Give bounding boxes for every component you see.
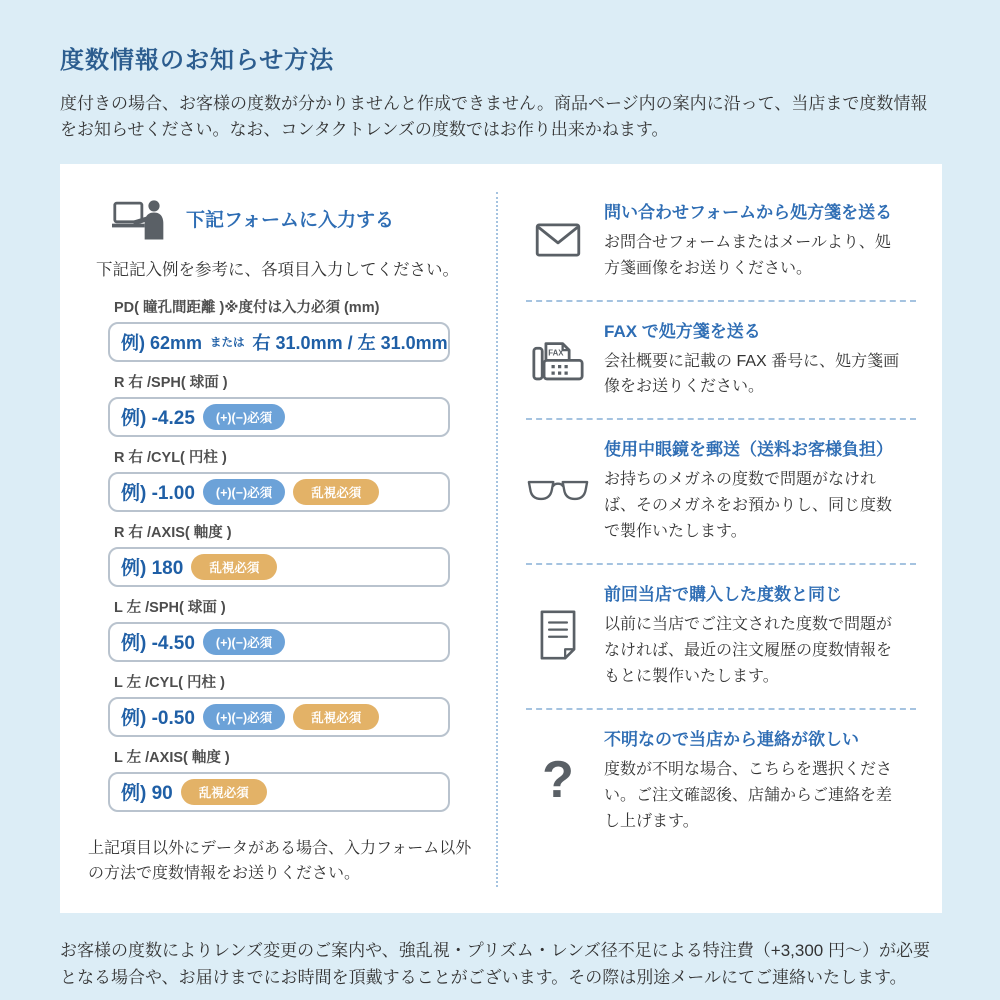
method-mail-glasses <box>526 420 916 565</box>
form-column <box>80 192 498 887</box>
method-title: 不明なので当店から連絡が欲しい <box>604 729 859 749</box>
fax-icon <box>526 336 590 381</box>
field-example-box <box>108 322 450 362</box>
form-field-l-axis <box>108 746 450 812</box>
example-text: 例) -1.00 <box>121 483 195 505</box>
method-contact-form <box>526 192 916 302</box>
example-text: 例) -4.25 <box>121 408 195 430</box>
field-label: L 左 /CYL( 円柱 ) <box>114 674 225 691</box>
method-description: 以前に当店でご注文された度数で問題がなければ、最近の注文履歴の度数情報をもとに製作いたします。 <box>604 616 893 685</box>
field-label: R 右 /SPH( 球面 ) <box>114 374 228 391</box>
badge-plus-minus: (+)(−)必須 <box>203 629 285 655</box>
form-instruction: 下記記入例を参考に、各項目入力してください。 <box>96 260 459 279</box>
form-field-r-axis <box>108 521 450 587</box>
badge-astigmatism: 乱視必須 <box>181 779 267 805</box>
field-example-box <box>108 772 450 812</box>
field-example-box <box>108 547 450 587</box>
badge-astigmatism: 乱視必須 <box>191 554 277 580</box>
field-label: PD( 瞳孔間距離 )※度付は入力必須 (mm) <box>114 299 380 316</box>
method-title: 使用中眼鏡を郵送（送料お客様負担） <box>604 440 893 460</box>
form-field-l-sph <box>108 596 450 662</box>
form-header <box>112 198 474 240</box>
question-icon <box>526 750 590 809</box>
field-example-box <box>108 472 450 512</box>
field-label: R 右 /CYL( 円柱 ) <box>114 449 227 466</box>
question-glyph: ? <box>542 750 574 809</box>
method-previous-order <box>526 565 916 710</box>
method-title: 問い合わせフォームから処方箋を送る <box>604 202 893 222</box>
field-label: L 左 /SPH( 球面 ) <box>114 599 226 616</box>
field-label: R 右 /AXIS( 軸度 ) <box>114 524 232 541</box>
page-title: 度数情報のお知らせ方法 <box>60 47 335 74</box>
connector-text: または <box>210 336 245 349</box>
badge-astigmatism: 乱視必須 <box>293 704 379 730</box>
document-icon <box>526 610 590 660</box>
form-field-pd <box>108 296 450 362</box>
badge-plus-minus: (+)(−)必須 <box>203 479 285 505</box>
methods-column <box>498 192 916 887</box>
intro-text: 度付きの場合、お客様の度数が分かりませんと作成できません。商品ページ内の案内に沿って、当店まで度数情報をお知らせください。なお、コンタクトレンズの度数ではお作り出来かねます。 <box>60 94 928 140</box>
footer-note: お客様の度数によりレンズ変更のご案内や、強乱視・プリズム・レンズ径不足による特注費（+3,300 円～）が必要となる場合や、お届けまでにお時間を頂戴することがございます。その際は別途メールにてご連絡いたします。 <box>60 940 930 988</box>
info-card <box>60 164 942 913</box>
field-label: L 左 /AXIS( 軸度 ) <box>114 749 230 766</box>
form-field-r-sph <box>108 371 450 437</box>
badge-plus-minus: (+)(−)必須 <box>203 704 285 730</box>
form-field-r-cyl <box>108 446 450 512</box>
form-heading: 下記フォームに入力する <box>186 210 395 232</box>
form-field-list <box>108 296 450 812</box>
envelope-icon <box>526 223 590 257</box>
example-text: 右 31.0mm / 左 31.0mm <box>252 332 448 353</box>
person-at-computer-icon <box>112 198 168 240</box>
method-contact-me <box>526 710 916 853</box>
method-description: お持ちのメガネの度数で問題がなければ、そのメガネをお預かりし、同じ度数で製作いたします。 <box>604 471 893 541</box>
example-text: 例) 90 <box>121 783 173 805</box>
badge-plus-minus: (+)(−)必須 <box>203 404 285 430</box>
method-fax <box>526 302 916 421</box>
example-text: 例) 62mm <box>121 332 203 353</box>
method-description: 会社概要に記載の FAX 番号に、処方箋画像をお送りください。 <box>604 352 900 396</box>
method-description: お問合せフォームまたはメールより、処方箋画像をお送りください。 <box>604 233 891 277</box>
example-text: 例) -4.50 <box>121 633 195 655</box>
example-text: 例) -0.50 <box>121 708 195 730</box>
method-description: 度数が不明な場合、こちらを選択ください。ご注文確認後、店舗からご連絡を差し上げます。 <box>604 760 893 830</box>
method-title: FAX で処方箋を送る <box>604 321 761 341</box>
field-example-box <box>108 622 450 662</box>
glasses-icon <box>526 479 590 502</box>
method-title: 前回当店で購入した度数と同じ <box>604 585 842 605</box>
form-field-l-cyl <box>108 671 450 737</box>
field-example-box <box>108 397 450 437</box>
fax-icon-label: FAX <box>548 348 564 358</box>
form-footnote: 上記項目以外にデータがある場合、入力フォーム以外の方法で度数情報をお送りください。 <box>88 839 472 883</box>
example-text: 例) 180 <box>121 558 184 580</box>
field-example-box <box>108 697 450 737</box>
badge-astigmatism: 乱視必須 <box>293 479 379 505</box>
